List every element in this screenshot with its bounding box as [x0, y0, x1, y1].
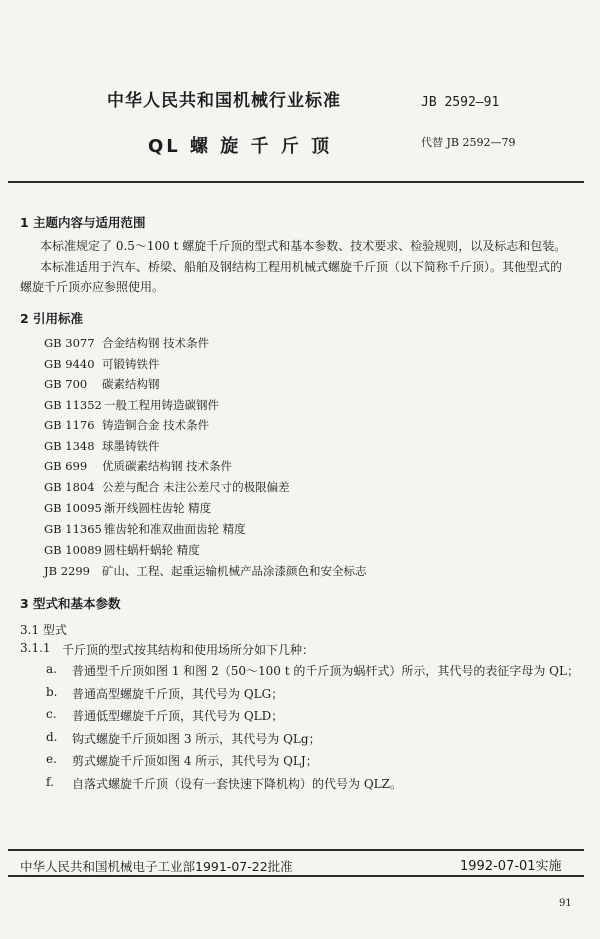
reference-code: GB 699: [44, 459, 88, 473]
reference-item: [44, 438, 160, 454]
list-item: [46, 775, 586, 793]
reference-code: GB 1176: [44, 418, 95, 432]
section-1-paragraph-2-line-2: 螺旋千斤顶亦应参照使用。: [20, 280, 165, 294]
footer-bottom-divider: [8, 875, 584, 877]
list-item: [46, 662, 586, 680]
list-item-text: 普通型千斤顶如图 1 和图 2（50～100 t 的千斤顶为蜗杆式）所示，其代号的表征字母为 QL；: [72, 664, 579, 678]
reference-name: 圆柱蜗杆蜗轮 精度: [104, 543, 200, 557]
implementation-date: 1992-07-01实施: [460, 859, 562, 874]
list-item-label: c.: [46, 707, 57, 721]
reference-code: GB 3077: [44, 336, 95, 350]
subsection-3-1-1-number: 3.1.1: [20, 641, 51, 655]
list-item-text: 钩式螺旋千斤顶如图 3 所示，其代号为 QLg；: [72, 732, 321, 746]
reference-code: GB 11365: [44, 522, 102, 536]
subsection-3-1-1-text: 千斤顶的型式按其结构和使用场所分如下几种：: [62, 643, 315, 657]
reference-code: GB 10089: [44, 543, 102, 557]
reference-name: 公差与配合 未注公差尺寸的极限偏差: [102, 480, 290, 494]
reference-name: 球墨铸铁件: [102, 439, 160, 453]
standard-number: JB 2592—91: [421, 95, 500, 110]
reference-code: GB 11352: [44, 398, 102, 412]
approval-line: 中华人民共和国机械电子工业部1991-07-22批准: [20, 859, 293, 874]
reference-item: [44, 500, 211, 516]
reference-item: [44, 521, 246, 537]
reference-name: 碳素结构钢: [102, 377, 160, 391]
list-item: [46, 707, 586, 725]
reference-name: 可锻铸铁件: [102, 357, 160, 371]
section-3-heading: 3 型式和基本参数: [20, 596, 121, 611]
reference-item: [44, 335, 209, 351]
reference-item: [44, 479, 290, 495]
reference-item: [44, 417, 209, 433]
list-item-text: 普通高型螺旋千斤顶，其代号为 QLG；: [72, 687, 284, 701]
section-1-paragraph-2-line-1: 本标准适用于汽车、桥梁、船舶及钢结构工程用机械式螺旋千斤顶（以下简称千斤顶）。其他型式的: [40, 260, 563, 274]
list-item-label: d.: [46, 730, 58, 744]
document-title: QL 螺 旋 千 斤 顶: [148, 136, 333, 157]
reference-item: [44, 356, 160, 372]
section-1-heading: 1 主题内容与适用范围: [20, 215, 146, 230]
reference-item: [44, 563, 367, 579]
list-item: [46, 730, 586, 748]
reference-code: GB 10095: [44, 501, 102, 515]
reference-name: 一般工程用铸造碳钢件: [104, 398, 219, 412]
reference-name: 渐开线圆柱齿轮 精度: [104, 501, 212, 515]
reference-name: 矿山、工程、起重运输机械产品涂漆颜色和安全标志: [102, 564, 367, 578]
reference-code: JB 2299: [44, 564, 90, 578]
list-item: [46, 685, 586, 703]
reference-code: GB 9440: [44, 357, 95, 371]
reference-item: [44, 542, 200, 558]
page-number: 91: [559, 898, 572, 909]
section-2-heading: 2 引用标准: [20, 311, 84, 326]
issuing-authority-title: 中华人民共和国机械行业标准: [107, 91, 341, 111]
header-divider: [8, 181, 584, 183]
reference-item: [44, 397, 219, 413]
reference-code: GB 1348: [44, 439, 95, 453]
reference-item: [44, 458, 232, 474]
reference-name: 合金结构钢 技术条件: [102, 336, 210, 350]
list-item-label: b.: [46, 685, 58, 699]
subsection-3-1-heading: 3.1 型式: [20, 623, 67, 637]
section-1-paragraph-1: 本标准规定了 0.5～100 t 螺旋千斤顶的型式和基本参数、技术要求、检验规则，以及标志和包装。: [40, 239, 567, 253]
reference-name: 铸造铜合金 技术条件: [102, 418, 210, 432]
list-item-label: f.: [46, 775, 54, 789]
list-item-label: e.: [46, 752, 57, 766]
reference-item: [44, 376, 160, 392]
list-item-label: a.: [46, 662, 57, 676]
list-item: [46, 752, 586, 770]
list-item-text: 自落式螺旋千斤顶（设有一套快速下降机构）的代号为 QLZ。: [72, 777, 402, 791]
reference-name: 锥齿轮和准双曲面齿轮 精度: [104, 522, 246, 536]
footer-divider: [8, 849, 584, 851]
replaces-standard: 代替 JB 2592—79: [421, 136, 516, 149]
reference-code: GB 1804: [44, 480, 95, 494]
reference-name: 优质碳素结构钢 技术条件: [102, 459, 233, 473]
list-item-text: 普通低型螺旋千斤顶，其代号为 QLD；: [72, 709, 284, 723]
list-item-text: 剪式螺旋千斤顶如图 4 所示，其代号为 QLJ；: [72, 754, 318, 768]
reference-code: GB 700: [44, 377, 88, 391]
